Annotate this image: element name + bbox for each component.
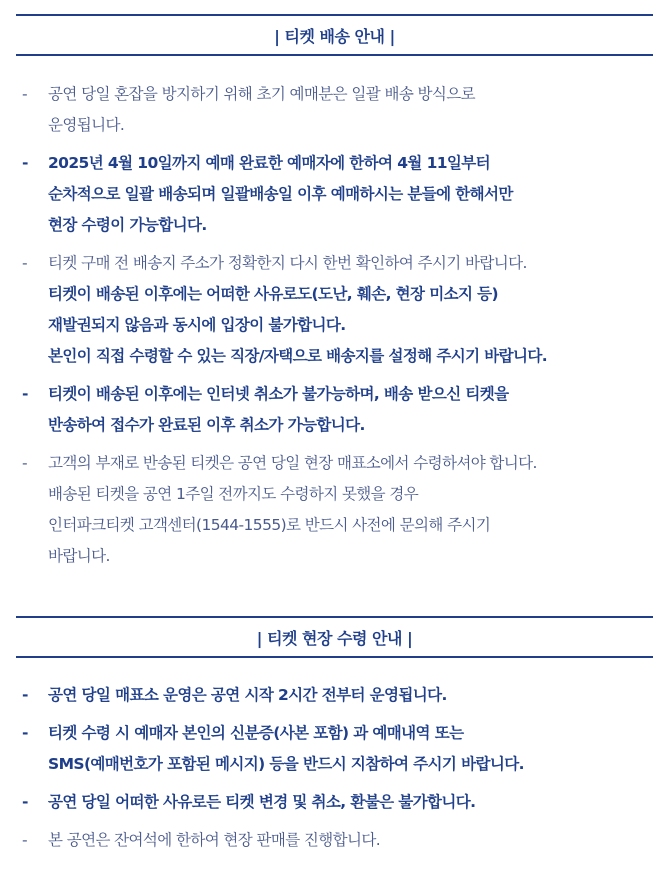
list-item [22, 787, 662, 818]
list-item [22, 448, 662, 572]
section-header-onsite-pickup [16, 616, 653, 658]
notice-line: 배송된 티켓을 공연 1주일 전까지도 수령하지 못했을 경우 [48, 485, 419, 503]
notice-line: 현장 수령이 가능합니다. [48, 216, 207, 234]
section-header-delivery [16, 14, 653, 56]
bullet-dash: - [22, 686, 28, 704]
section-title-onsite-pickup: | 티켓 현장 수령 안내 | [256, 628, 413, 648]
notice-line: 바랍니다. [48, 547, 110, 565]
notice-line: 재발권되지 않음과 동시에 입장이 불가합니다. [48, 316, 346, 334]
list-item [22, 379, 662, 441]
list-item [22, 825, 662, 856]
bullet-dash: - [22, 831, 27, 849]
notice-line: 인터파크티켓 고객센터(1544-1555)로 반드시 사전에 문의해 주시기 [48, 516, 491, 534]
notice-line: 2025년 4월 10일까지 예매 완료한 예매자에 한하여 4월 11일부터 [48, 154, 491, 172]
notice-line: 공연 당일 매표소 운영은 공연 시작 2시간 전부터 운영됩니다. [48, 686, 447, 704]
notice-line: 공연 당일 어떠한 사유로든 티켓 변경 및 취소, 환불은 불가합니다. [48, 793, 476, 811]
bullet-dash: - [22, 454, 27, 472]
list-item [22, 79, 662, 141]
notice-line: 반송하여 접수가 완료된 이후 취소가 가능합니다. [48, 416, 365, 434]
notice-line: 본인이 직접 수령할 수 있는 직장/자택으로 배송지를 설정해 주시기 바랍니다. [48, 347, 548, 365]
bullet-dash: - [22, 385, 28, 403]
bullet-dash: - [22, 724, 28, 742]
section-title-delivery: | 티켓 배송 안내 | [274, 26, 395, 46]
notice-line: 티켓이 배송된 이후에는 인터넷 취소가 불가능하며, 배송 받으신 티켓을 [48, 385, 509, 403]
notice-line: 티켓이 배송된 이후에는 어떠한 사유로도(도난, 훼손, 현장 미소지 등) [48, 285, 498, 303]
notice-line: 본 공연은 잔여석에 한하여 현장 판매를 진행합니다. [48, 831, 381, 849]
bullet-dash: - [22, 254, 27, 272]
notice-line: 운영됩니다. [48, 116, 125, 134]
list-item [22, 680, 662, 711]
onsite-pickup-notice-list [22, 680, 662, 863]
notice-line: SMS(예매번호가 포함된 메시지) 등을 반드시 지참하여 주시기 바랍니다. [48, 755, 524, 773]
bullet-dash: - [22, 85, 27, 103]
bullet-dash: - [22, 793, 28, 811]
notice-line: 티켓 수령 시 예매자 본인의 신분증(사본 포함) 과 예매내역 또는 [48, 724, 464, 742]
notice-line: 티켓 구매 전 배송지 주소가 정확한지 다시 한번 확인하여 주시기 바랍니다. [48, 254, 527, 272]
list-item [22, 148, 662, 241]
notice-line: 공연 당일 혼잡을 방지하기 위해 초기 예매분은 일괄 배송 방식으로 [48, 85, 476, 103]
notice-line: 고객의 부재로 반송된 티켓은 공연 당일 현장 매표소에서 수령하셔야 합니다. [48, 454, 537, 472]
list-item [22, 248, 662, 372]
notice-line: 순차적으로 일괄 배송되며 일괄배송일 이후 예매하시는 분들에 한해서만 [48, 185, 513, 203]
delivery-notice-list [22, 79, 662, 579]
list-item [22, 718, 662, 780]
bullet-dash: - [22, 154, 28, 172]
